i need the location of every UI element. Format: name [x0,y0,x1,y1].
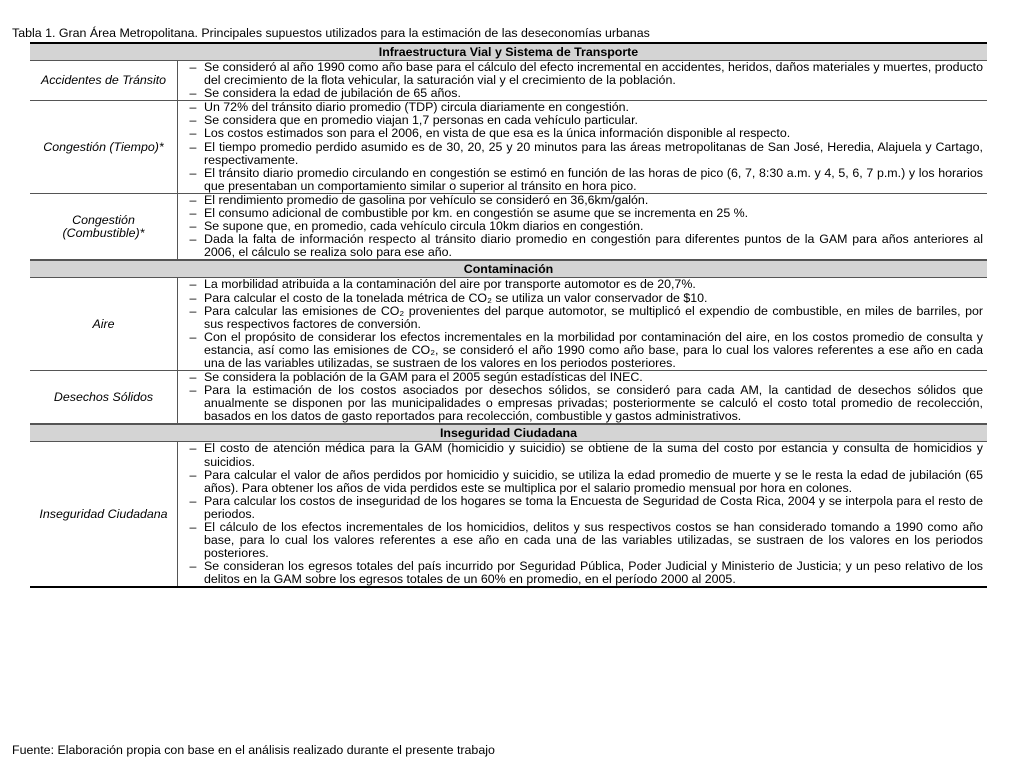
item-text: Se supone que, en promedio, cada vehículo circula 10km diarios en congestión. [204,219,644,234]
row-items [178,442,987,586]
item-text: Para calcular el valor de años perdidos por homicidio y suicidio, se utiliza la edad promedio de muerte y se le resta la edad de jubilación (65 años). Para obtener los años de vida perdidos este se multiplica por el salario promedio mensual por hora en colones. [204,467,983,495]
table-row [30,371,987,424]
item-text: El cálculo de los efectos incrementales de los homicidios, delitos y sus respectivos costos se han considerado tomando a 1990 como año base, para lo cual los valores referentes a ese año en cada una de las variables utilizadas, se sustraen de los valores en los periodos posteriores. [204,520,983,561]
list-item [182,87,983,100]
bullet-dash: – [189,86,197,101]
item-text: Con el propósito de considerar los efectos incrementales en la morbilidad por contaminación del aire, en los costos promedio de consulta y estancia, así como las emisiones de CO₂, se consideró el año 1990 como año base, para lo cual los valores referentes a ese año en cada una de las variables utilizadas, se sustraen de los valores en los periodos posteriores. [204,329,983,370]
list-item [182,495,983,521]
assumptions-table [30,42,987,588]
bullet-dash: – [189,139,197,154]
section-header: Inseguridad Ciudadana [30,424,987,442]
item-text: Para calcular las emisiones de CO₂ provenientes del parque automotor, se multiplicó el expendio de combustible, en miles de barriles, por sus respectivos factores de conversión. [204,303,983,331]
list-item [182,167,983,193]
bullet-dash: – [189,60,197,74]
row-items [178,371,987,423]
bullet-dash: – [189,219,197,234]
item-text: Los costos estimados son para el 2006, en vista de que esa es la única información disponible al respecto. [204,126,791,141]
row-items [178,194,987,259]
bullet-dash: – [189,370,197,385]
item-text: Para calcular los costos de inseguridad de los hogares se toma la Encuesta de Seguridad de Costa Rica, 2004 y se interpola para el resto de periodos. [204,493,983,521]
item-text: Se consideran los egresos totales del país incurrido por Seguridad Pública, Poder Judicial y Ministerio de Justicia; y un peso relativo de los delitos en la GAM sobre los egresos totales de un 60% en promedio, en el período 2000 al 2005. [204,559,983,587]
bullet-dash: – [189,493,197,508]
list-item [182,469,983,495]
table-row [30,194,987,260]
item-text: El tiempo promedio perdido asumido es de 30, 20, 25 y 20 minutos para las áreas metropolitanas de San José, Heredia, Alajuela y Cartago, respectivamente. [204,139,983,167]
list-item [182,521,983,560]
list-item [182,442,983,468]
bullet-dash: – [189,113,197,128]
section-header: Infraestructura Vial y Sistema de Transporte [30,44,987,61]
list-item [182,233,983,259]
item-text: Dada la falta de información respecto al tránsito diario promedio en congestión para diferentes puntos de la GAM para años anteriores al 2006, el cálculo se realiza solo para ese año. [204,232,983,260]
row-items [178,61,987,100]
row-label: Congestión (Combustible)* [30,194,178,259]
row-label: Congestión (Tiempo)* [30,101,178,193]
table-row [30,101,987,194]
item-text: El consumo adicional de combustible por km. en congestión se asume que se incrementa en 25 %. [204,206,749,221]
bullet-dash: – [189,467,197,482]
item-text: Para calcular el costo de la tonelada métrica de CO₂ se utiliza un valor conservador de $10. [204,290,708,305]
bullet-dash: – [189,383,197,398]
list-item [182,127,983,140]
bullet-dash: – [189,192,197,207]
item-text: Se consideró al año 1990 como año base para el cálculo del efecto incremental en accidentes, heridos, daños materiales y muertes, producto del crecimiento de la flota vehicular, la saturación vial y el crecimiento de la población. [204,60,983,88]
item-text: Para la estimación de los costos asociados por desechos sólidos, se consideró para cada AM, la cantidad de desechos sólidos que anualmente se disponen por las municipalidades o empresas privadas; posteriormente se calculó el costo total promedio de recolección, basados en los datos de gasto reportados para recolección, combustible y gastos administrativos. [204,383,983,424]
bullet-dash: – [189,206,197,221]
item-text: Se considera la población de la GAM para el 2005 según estadísticas del INEC. [204,370,643,385]
bullet-dash: – [189,441,197,456]
row-label: Accidentes de Tránsito [30,61,178,100]
item-text: Un 72% del tránsito diario promedio (TDP) circula diariamente en congestión. [204,100,629,115]
bullet-dash: – [189,100,197,115]
list-item [182,141,983,167]
item-text: El costo de atención médica para la GAM (homicidio y suicidio) se obtiene de la suma del costo por estancia y consulta de homicidios y suicidios. [204,441,983,469]
bullet-dash: – [189,329,197,344]
item-text: Se considera la edad de jubilación de 65 años. [204,86,461,101]
table-source: Fuente: Elaboración propia con base en el análisis realizado durante el presente trabajo [12,743,495,757]
row-items [178,101,987,193]
table-row [30,278,987,371]
bullet-dash: – [189,290,197,305]
item-text: Se considera que en promedio viajan 1,7 personas en cada vehículo particular. [204,113,638,128]
row-label: Inseguridad Ciudadana [30,442,178,586]
list-item [182,331,983,370]
table-row [30,442,987,586]
bullet-dash: – [189,232,197,247]
row-items [178,278,987,370]
row-label: Aire [30,278,178,370]
list-item [182,61,983,87]
bullet-dash: – [189,165,197,180]
table-row [30,61,987,101]
list-item [182,292,983,305]
bullet-dash: – [189,126,197,141]
section-header: Contaminación [30,260,987,278]
list-item [182,305,983,331]
list-item [182,278,983,291]
row-label: Desechos Sólidos [30,371,178,423]
list-item [182,560,983,586]
bullet-dash: – [189,559,197,574]
bullet-dash: – [189,303,197,318]
item-text: El rendimiento promedio de gasolina por vehículo se consideró en 36,6km/galón. [204,192,649,207]
item-text: La morbilidad atribuida a la contaminación del aire por transporte automotor es de 20,7%. [204,277,696,292]
bullet-dash: – [189,277,197,292]
bullet-dash: – [189,520,197,534]
item-text: El tránsito diario promedio circulando en congestión se estimó en función de las horas de pico (6, 7, 8:30 a.m. y 4, 5, 6, 7 p.m.) y los horarios que presentaban un comportamiento similar o superior al tránsito en hora pico. [204,165,983,193]
table-caption: Tabla 1. Gran Área Metropolitana. Principales supuestos utilizados para la estimación de las deseconomías urbanas [12,26,650,40]
list-item [182,384,983,423]
